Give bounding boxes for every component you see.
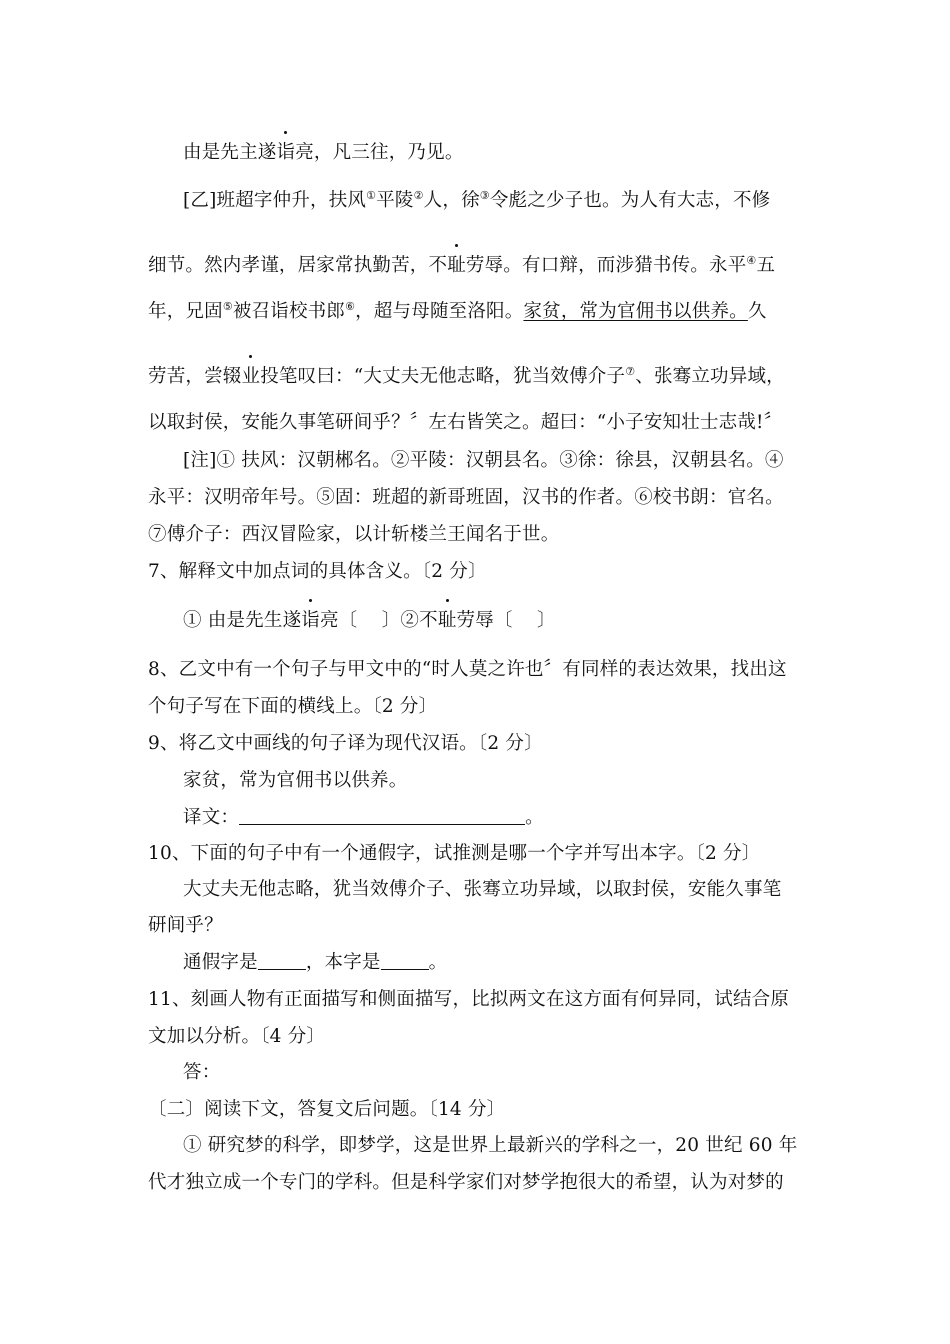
translation-line: 译文： 。	[183, 807, 544, 828]
question-11-cont: 文加以分析。〔4 分〕	[148, 1026, 326, 1047]
question-9-sentence: 家贫，常为官佣书以供养。	[183, 770, 408, 791]
question-10-sentence-cont: 研间乎？	[148, 915, 223, 936]
dotted-char: 耻	[447, 253, 466, 279]
paragraph-line: ① 研究梦的科学，即梦学，这是世界上最新兴的学科之一，20 世纪 60 年	[183, 1135, 798, 1156]
loan-char-blank[interactable]	[258, 951, 306, 970]
section-heading: 〔二〕阅读下文，答复文后问题。〔14 分〕	[148, 1099, 506, 1120]
answer-label: 答：	[183, 1062, 221, 1083]
question-8: 8、乙文中有一个句子与甲文中的“时人莫之许也〞有同样的表达效果，找出这	[148, 659, 787, 680]
original-char-blank[interactable]	[381, 951, 429, 970]
dotted-char: 诣	[301, 608, 320, 634]
paragraph-line: 代才独立成一个专门的学科。但是科学家们对梦学抱很大的希望，认为对梦的	[148, 1172, 784, 1193]
text-line: 年，兄固⑤被召诣校书郎⑥，超与母随至洛阳。家贫，常为官佣书以供养。久	[148, 300, 767, 322]
note-line: 永平：汉明帝年号。⑤固：班超的新哥班固，汉书的作者。⑥校书朗：官名。	[148, 487, 784, 508]
text-line: 以取封侯，安能久事笔研间乎？〞左右皆笑之。超曰：“小子安知壮士志哉!〞	[148, 412, 783, 433]
dotted-char: 耻	[438, 608, 457, 634]
question-8-cont: 个句子写在下面的横线上。〔2 分〕	[148, 696, 438, 717]
question-10-blanks: 通假字是 ，本字是 。	[183, 952, 448, 973]
dotted-char: 业	[242, 364, 261, 390]
note-line: [注]① 扶风：汉朝郴名。②平陵：汉朝县名。③徐：徐县，汉朝县名。④	[183, 450, 784, 471]
question-7-items: ① 由是先生遂诣亮〔 〕②不耻劳辱〔 〕	[183, 608, 556, 634]
text-line: 由是先主遂诣亮，凡三往，乃见。	[183, 140, 464, 166]
text-line: 细节。然内孝谨，居家常执勤苦，不耻劳辱。有口辩，而涉猎书传。永平④五	[148, 253, 775, 279]
question-11: 11、刻画人物有正面描写和侧面描写，比拟两文在这方面有何异同，试结合原	[148, 989, 790, 1010]
text-line: [乙]班超字仲升，扶风①平陵②人，徐③令彪之少子也。为人有大志，不修	[183, 189, 771, 211]
dotted-char: 诣	[277, 140, 296, 166]
question-10: 10、下面的句子中有一个通假字，试推测是哪一个字并写出本字。〔2 分〕	[148, 843, 761, 864]
underlined-sentence: 家贫，常为官佣书以供养。	[523, 301, 748, 322]
translation-blank[interactable]	[239, 806, 525, 825]
note-line: ⑦傅介子：西汉冒险家，以计斩楼兰王闻名于世。	[148, 524, 560, 545]
question-9: 9、将乙文中画线的句子译为现代汉语。〔2 分〕	[148, 733, 543, 754]
question-10-sentence: 大丈夫无他志略，犹当效傅介子、张骞立功异域，以取封侯，安能久事笔	[183, 879, 782, 900]
text-line: 劳苦，尝辍业投笔叹曰：“大丈夫无他志略，犹当效傅介子⑦、张骞立功异域，	[148, 364, 785, 390]
question-7: 7、解释文中加点词的具体含义。〔2 分〕	[148, 561, 487, 582]
